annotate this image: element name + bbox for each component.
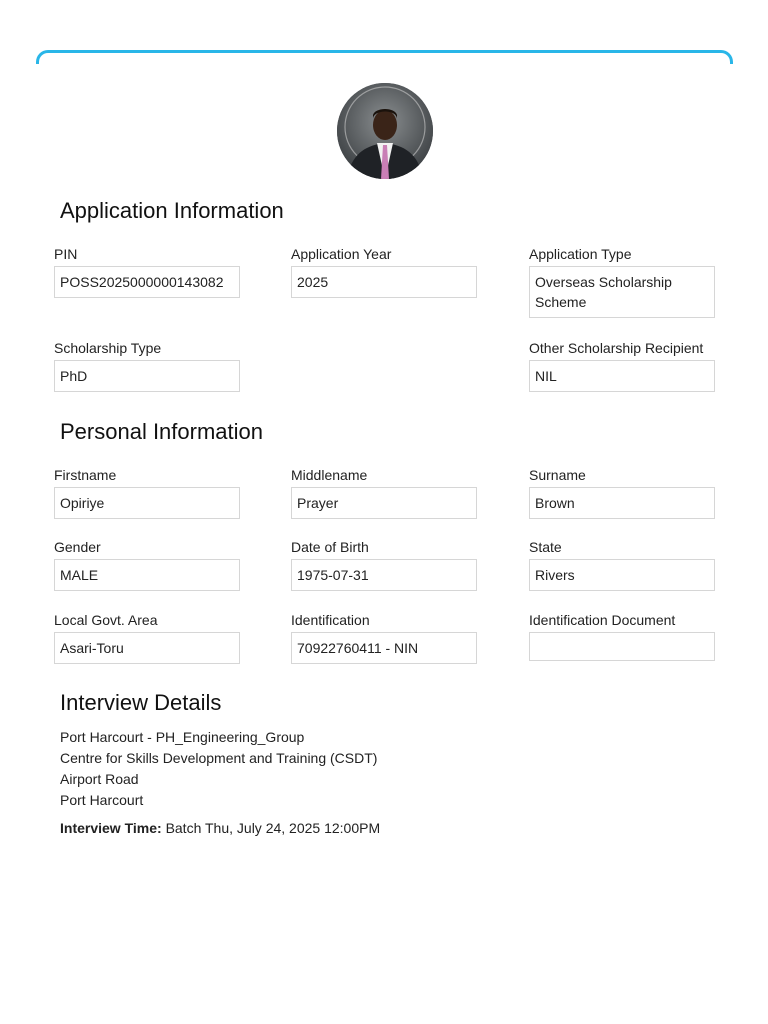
field-label: Date of Birth (291, 539, 369, 555)
field-label: Application Type (529, 246, 632, 262)
field-value: Opiriye (54, 487, 240, 519)
field-label: Scholarship Type (54, 340, 162, 356)
field-value: PhD (54, 360, 240, 392)
field-value: NIL (529, 360, 715, 392)
interview-line: Airport Road (60, 771, 139, 787)
field-label: Surname (529, 467, 586, 483)
field-value: Prayer (291, 487, 477, 519)
field-state (529, 537, 715, 591)
field-application-type (529, 244, 715, 318)
interview-line: Port Harcourt (60, 792, 144, 808)
field-value: MALE (54, 559, 240, 591)
section-title-personal: Personal Information (60, 419, 263, 444)
field-application-year (291, 244, 477, 298)
field-identification-document (529, 610, 715, 661)
field-label: Middlename (291, 467, 368, 483)
section-title-interview: Interview Details (60, 690, 222, 715)
field-identification (291, 610, 477, 664)
field-local-govt-area (54, 610, 240, 664)
field-gender (54, 537, 240, 591)
field-label: Local Govt. Area (54, 612, 158, 628)
interview-time (60, 820, 380, 836)
field-label: Gender (54, 539, 101, 555)
field-label: Firstname (54, 467, 117, 483)
interview-time-value: Batch Thu, July 24, 2025 12:00PM (165, 820, 381, 836)
field-firstname (54, 465, 240, 519)
field-value: 1975-07-31 (291, 559, 477, 591)
field-value: 2025 (291, 266, 477, 298)
field-value (529, 632, 715, 661)
applicant-avatar (337, 83, 433, 179)
field-value: POSS2025000000143082 (54, 266, 240, 298)
field-value: Overseas Scholarship Scheme (529, 266, 715, 318)
interview-line: Port Harcourt - PH_Engineering_Group (60, 729, 305, 745)
field-surname (529, 465, 715, 519)
field-scholarship-type (54, 338, 240, 392)
field-label: Identification Document (529, 612, 676, 628)
field-value: Asari-Toru (54, 632, 240, 664)
field-label: Other Scholarship Recipient (529, 340, 704, 356)
field-value: Brown (529, 487, 715, 519)
field-value: Rivers (529, 559, 715, 591)
interview-line: Centre for Skills Development and Training (CSDT) (60, 750, 378, 766)
field-other-scholarship-recipient (529, 338, 715, 392)
field-label: PIN (54, 246, 78, 262)
field-value: 70922760411 - NIN (291, 632, 477, 664)
field-date-of-birth (291, 537, 477, 591)
field-label: Application Year (291, 246, 392, 262)
field-label: State (529, 539, 562, 555)
field-label: Identification (291, 612, 370, 628)
interview-address (60, 727, 377, 811)
field-pin (54, 244, 240, 298)
card-top-border (36, 50, 733, 64)
interview-time-label: Interview Time: (60, 820, 162, 836)
section-title-application: Application Information (60, 198, 284, 223)
applicant-photo (337, 83, 433, 179)
field-middlename (291, 465, 477, 519)
